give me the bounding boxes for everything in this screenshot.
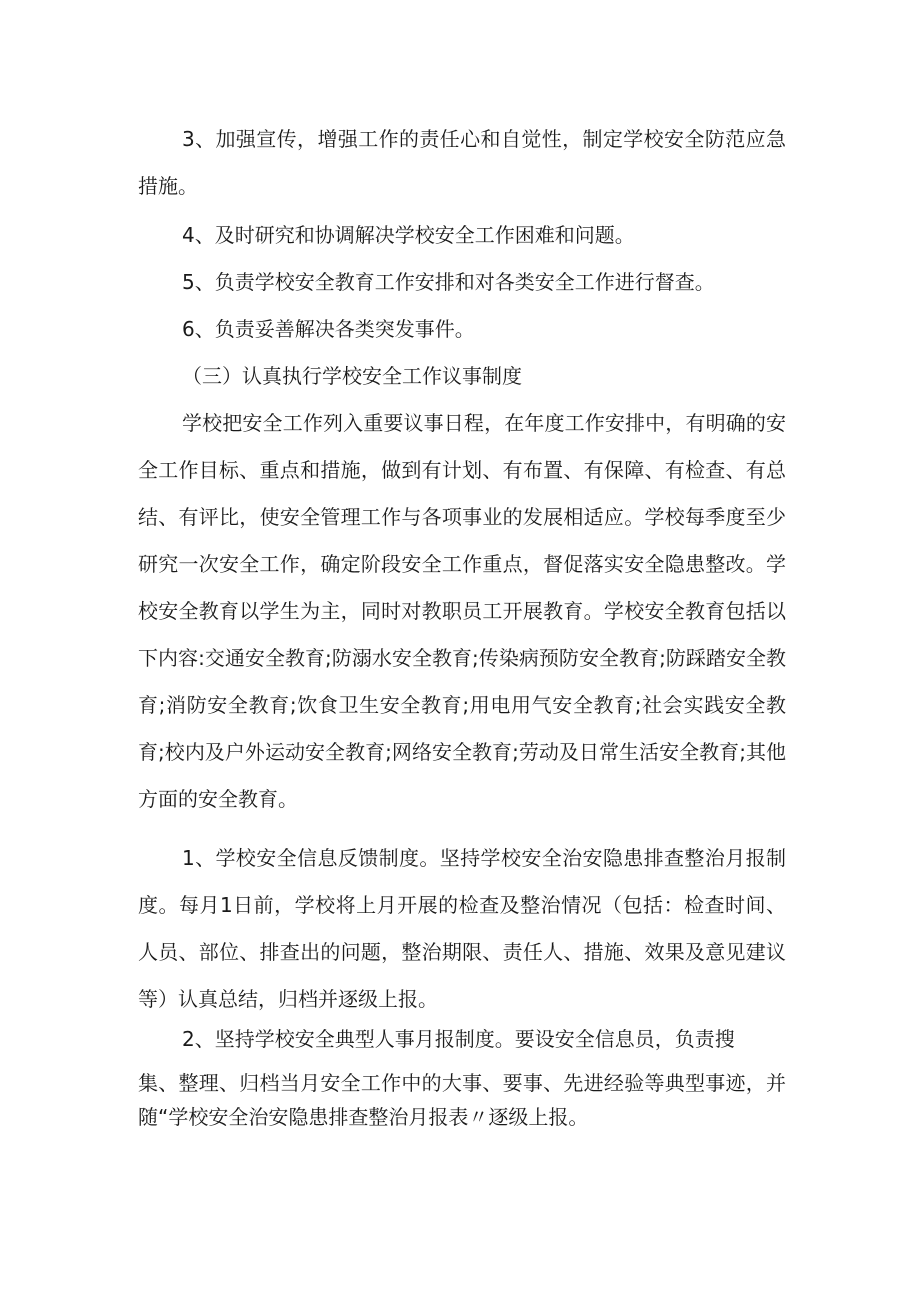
paragraph-item-6: 6、负责妥善解决各类突发事件。 xyxy=(182,317,475,341)
paragraph-rule-2: 2、坚持学校安全典型人事月报制度。要设安全信息员，负责搜 xyxy=(182,1027,735,1051)
paragraph-rule-2-cont: 集、整理、归档当月安全工作中的大事、要事、先进经验等典型事迹，并随“学校安全治安隐患排查整治月报表〃逐级上报。 xyxy=(138,1071,786,1129)
paragraph-rule-1: 1、学校安全信息反馈制度。坚持学校安全治安隐患排查整治月报制度。每月1日前，学校将上月开展的检查及整治情况（包括：检查时间、人员、部位、排查出的问题，整治期限、责任人、措施、效果及意见建议等）认真总结，归档并逐级上报。 xyxy=(138,846,786,1011)
paragraph-item-3: 3、加强宣传，增强工作的责任心和自觉性，制定学校安全防范应急措施。 xyxy=(138,127,786,198)
paragraph-body: 学校把安全工作列入重要议事日程，在年度工作安排中，有明确的安全工作目标、重点和措施，做到有计划、有布置、有保障、有检查、有总结、有评比，使安全管理工作与各项事业的发展相适应。学校每季度至少研究一次安全工作，确定阶段安全工作重点，督促落实安全隐患整改。学校安全教育以学生为主，同时对教职员工开展教育。学校安全教育包括以下内容:交通安全教育;防溺水安全教育;传染病预防安全教育;防踩踏安全教育;消防安全教育;饮食卫生安全教育;用电用气安全教育;社会实践安全教育;校内及户外运动安全教育;网络安全教育;劳动及日常生活安全教育;其他方面的安全教育。 xyxy=(138,411,786,811)
paragraph-item-4: 4、及时研究和协调解决学校安全工作困难和问题。 xyxy=(182,223,635,247)
section-heading: （三）认真执行学校安全工作议事制度 xyxy=(182,364,522,388)
paragraph-item-5: 5、负责学校安全教育工作安排和对各类安全工作进行督查。 xyxy=(182,270,715,294)
